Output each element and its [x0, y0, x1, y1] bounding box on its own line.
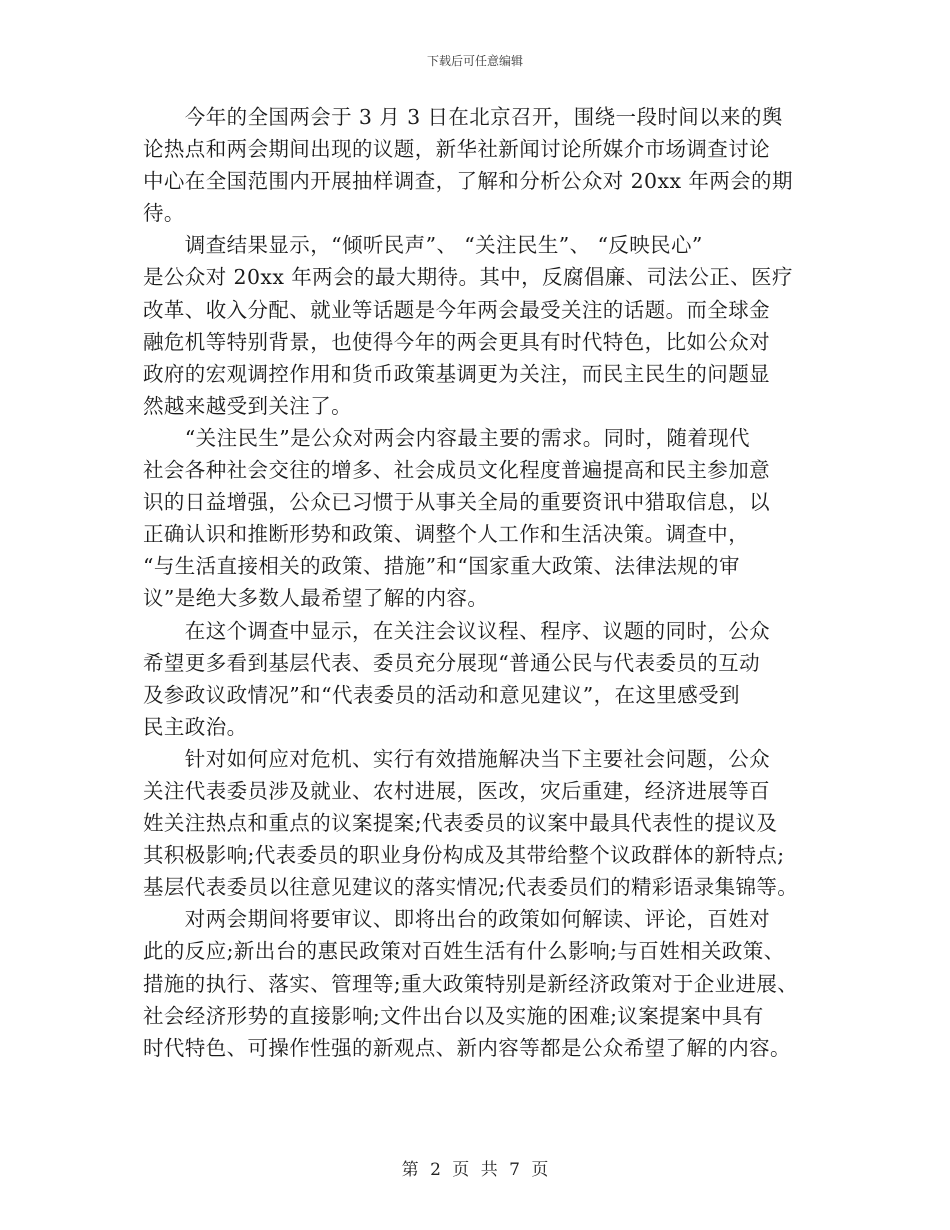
- text-line: 议”是绝大多数人最希望了解的内容。: [143, 586, 489, 611]
- text-line: 中心在全国范围内开展抽样调查，了解和分析公众对 20xx 年两会的期: [143, 169, 793, 194]
- text-line: 社会各种社会交往的增多、社会成员文化程度普遍提高和民主参加意: [143, 458, 770, 483]
- page-header: 下载后可任意编辑: [426, 54, 523, 68]
- text-line: 社会经济形势的直接影响;文件出台以及实施的困难;议案提案中具有: [143, 1003, 764, 1028]
- text-line: 政府的宏观调控作用和货币政策基调更为关注，而民主民生的问题显: [143, 361, 770, 386]
- text-line: 是公众对 20xx 年两会的最大期待。其中，反腐倡廉、司法公正、医疗: [143, 265, 793, 290]
- text-line: 识的日益增强，公众已习惯于从事关全局的重要资讯中猎取信息，以: [143, 490, 770, 515]
- text-line: 及参政议政情况”和“代表委员的活动和意见建议”，在这里感受到: [143, 682, 740, 707]
- text-line: 在这个调查中显示，在关注会议议程、程序、议题的同时，公众: [143, 618, 770, 643]
- page-number-footer: 第 2 页 共 7 页: [401, 1160, 549, 1180]
- text-line: 然越来越受到关注了。: [143, 393, 352, 418]
- paragraph: [143, 746, 825, 901]
- text-line: “与生活直接相关的政策、措施”和“国家重大政策、法律法规的审: [143, 554, 740, 579]
- text-line: “关注民生”是公众对两会内容最主要的需求。同时，随着现代: [143, 425, 750, 450]
- text-line: 措施的执行、落实、管理等;重大政策特别是新经济政策对于企业进展、: [143, 971, 799, 996]
- text-line: 希望更多看到基层代表、委员充分展现“普通公民与代表委员的互动: [143, 650, 760, 675]
- paragraph: [143, 425, 825, 612]
- text-line: 针对如何应对危机、实行有效措施解决当下主要社会问题，公众: [143, 746, 770, 771]
- text-line: 姓关注热点和重点的议案提案;代表委员的议案中最具代表性的提议及: [143, 811, 778, 836]
- text-line: 调查结果显示，“倾听民声”、 “关注民生”、 “反映民心”: [143, 233, 703, 258]
- text-line: 其积极影响;代表委员的职业身份构成及其带给整个议政群体的新特点;: [143, 843, 785, 868]
- text-line: 融危机等特别背景，也使得今年的两会更具有时代特色，比如公众对: [143, 329, 770, 354]
- paragraph: [143, 618, 825, 741]
- text-line: 民主政治。: [143, 714, 248, 739]
- text-line: 此的反应;新出台的惠民政策对百姓生活有什么影响;与百姓相关政策、: [143, 939, 785, 964]
- text-line: 对两会期间将要审议、即将出台的政策如何解读、评论，百姓对: [143, 907, 770, 932]
- text-line: 待。: [143, 201, 185, 226]
- text-line: 正确认识和推断形势和政策、调整个人工作和生活决策。调查中，: [143, 522, 750, 547]
- document-body: [143, 104, 825, 1067]
- text-line: 改革、收入分配、就业等话题是今年两会最受关注的话题。而全球金: [143, 297, 770, 322]
- text-line: 时代特色、可操作性强的新观点、新内容等都是公众希望了解的内容。: [143, 1035, 791, 1060]
- text-line: 关注代表委员涉及就业、农村进展，医改，灾后重建，经济进展等百: [143, 778, 770, 803]
- paragraph: [143, 104, 825, 227]
- text-line: 论热点和两会期间出现的议题，新华社新闻讨论所媒介市场调查讨论: [143, 137, 770, 162]
- text-line: 今年的全国两会于 3 月 3 日在北京召开，围绕一段时间以来的舆: [143, 105, 783, 129]
- paragraph: [143, 906, 825, 1061]
- text-line: 基层代表委员以往意见建议的落实情况;代表委员们的精彩语录集锦等。: [143, 875, 799, 900]
- paragraph: [143, 232, 825, 419]
